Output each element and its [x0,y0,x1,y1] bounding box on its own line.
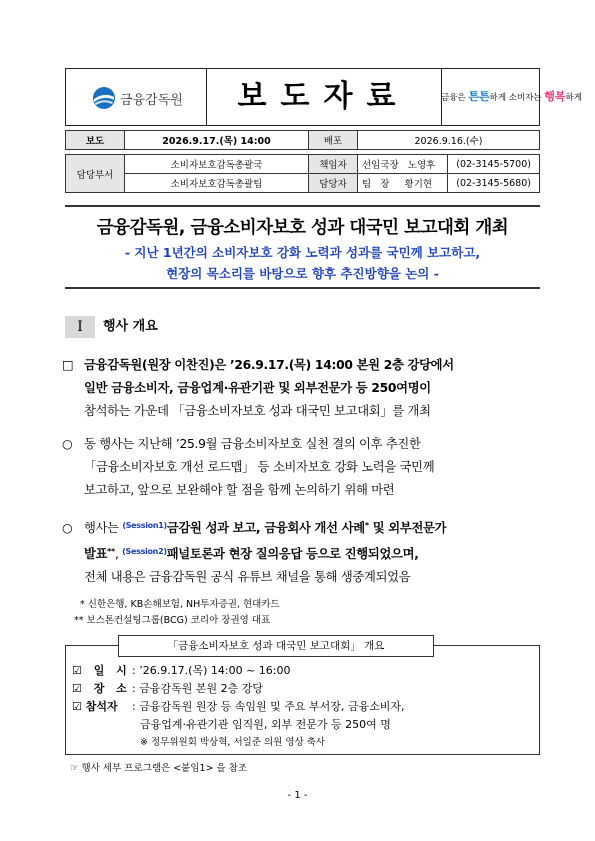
event-row [72,698,404,716]
fss-logo [66,69,207,125]
event-place-value: : 금융감독원 본원 2층 강당 [132,682,263,695]
paragraph-line: 금융감독원(원장 이찬진)은 ’26.9.17.(목) 14:00 본원 2층 강당에서 [84,358,454,372]
paragraph-text: , [114,547,123,561]
headline-title: 금융감독원, 금융소비자보호 성과 대국민 보고대회 개최 [96,218,509,238]
paragraph-main [62,354,540,423]
session-tag: (Session1) [122,521,167,530]
release-label: 보도 [66,131,125,150]
slogan-part: 하게 [565,93,582,103]
contact-phone: (02-3145-5680) [448,174,540,193]
release-value: 2026.9.17.(목) 14:00 [125,131,309,150]
paragraph-line: 「금융소비자보호 개선 로드맵」 등 소비자보호 강화 노력을 국민께 [84,460,435,474]
program-reference: ☞ 행사 세부 프로그램은 <붙임1> 을 참조 [70,763,248,774]
event-attendee-note: ※ 정무위원회 박상혁, 서일준 의원 영상 축사 [140,737,326,748]
paragraph-text: 패널토론과 현장 질의응답 등으로 진행되었으며, [166,547,419,561]
headline-subtitle-2: 현장의 목소리를 바탕으로 향후 추진방향을 논의 - [166,266,439,281]
paragraph-sub [62,433,540,502]
department-label: 담당부서 [66,155,125,193]
paragraph-text: 및 외부전문가 [368,521,447,535]
paragraph-line: 전체 내용은 금융감독원 공식 유튜브 채널을 통해 생중계되었음 [84,570,411,584]
slogan-part: 금융은 [441,93,469,103]
press-release-title: 보도자료 [206,69,442,125]
contact-role: 책임자 [309,155,358,174]
fss-emblem-icon [92,86,116,110]
event-attendee-value: : 금융감독원 원장 등 속임원 및 주요 부서장, 금융소비자, [132,700,405,713]
footnote-mark: ** [107,547,115,556]
release-info-table [65,130,540,150]
slogan-part: 하게 소비자는 [489,93,545,103]
event-date-label: ☑ 일 시 [72,664,131,677]
contact-name: 팀 장 황기현 [358,174,448,193]
headline-box [65,205,540,289]
press-header [65,68,582,126]
section-title: 행사 개요 [103,319,158,334]
paragraph-line: 참석하는 가운데 「금융소비자보호 성과 대국민 보고대회」를 개최 [84,404,431,418]
contact-name: 선임국장 노영후 [358,155,448,174]
circle-bullet-icon: ○ [62,437,73,451]
slogan-highlight: 행복 [544,90,566,103]
event-place-label: ☑ 장 소 [72,682,131,695]
department-table [65,154,540,193]
section-number: Ⅰ [65,316,95,338]
paragraph-text: 발표 [84,547,108,561]
event-attendee-value-cont: 금융업계·유관기관 임직원, 외부 전문가 등 250여 명 [140,718,391,731]
contact-phone: (02-3145-5700) [448,155,540,174]
distribution-label: 배포 [309,131,358,150]
logo-text: 금융감독원 [120,93,183,108]
event-row [72,680,263,698]
page-number: - 1 - [287,790,308,801]
circle-bullet-icon: ○ [62,521,73,535]
footnote: * 신한은행, KB손해보험, NH투자증권, 현대카드 [80,599,280,610]
department-name: 소비자보호감독총괄국 [125,155,309,174]
footnote-mark: * [364,521,369,530]
event-attendee-label: ☑ 참석자 [72,700,118,713]
contact-role: 담당자 [309,174,358,193]
slogan-highlight: 튼튼 [468,90,490,103]
paragraph-line: 보고하고, 앞으로 보완해야 할 점을 함께 논의하기 위해 마련 [84,483,395,497]
square-bullet-icon: □ [62,358,74,372]
footnote: ** 보스톤컨설팅그룹(BCG) 코리아 장권영 대표 [74,615,271,626]
distribution-value: 2026.9.16.(수) [358,131,540,150]
session-tag: (Session2) [122,547,167,556]
team-name: 소비자보호감독총괄팀 [125,174,309,193]
event-date-value: : ’26.9.17.(목) 14:00 ~ 16:00 [132,664,291,677]
headline-subtitle-1: - 지난 1년간의 소비자보호 강화 노력과 성과를 국민께 보고하고, [124,245,481,260]
paragraph-line: 일반 금융소비자, 금융업계·유관기관 및 외부전문가 등 250여명이 [84,381,431,395]
slogan [441,69,582,125]
paragraph-text: 금감원 성과 보고, 금융회사 개선 사례 [166,521,365,535]
paragraph-sub [62,514,540,589]
event-summary-caption: 「금융소비자보호 성과 대국민 보고대회」 개요 [118,635,434,657]
section-header [65,316,195,338]
paragraph-line: 동 행사는 지난해 ’25.9월 금융소비자보호 실천 결의 이후 추진한 [84,437,421,451]
paragraph-text: 행사는 [84,521,123,535]
event-row [72,662,291,680]
